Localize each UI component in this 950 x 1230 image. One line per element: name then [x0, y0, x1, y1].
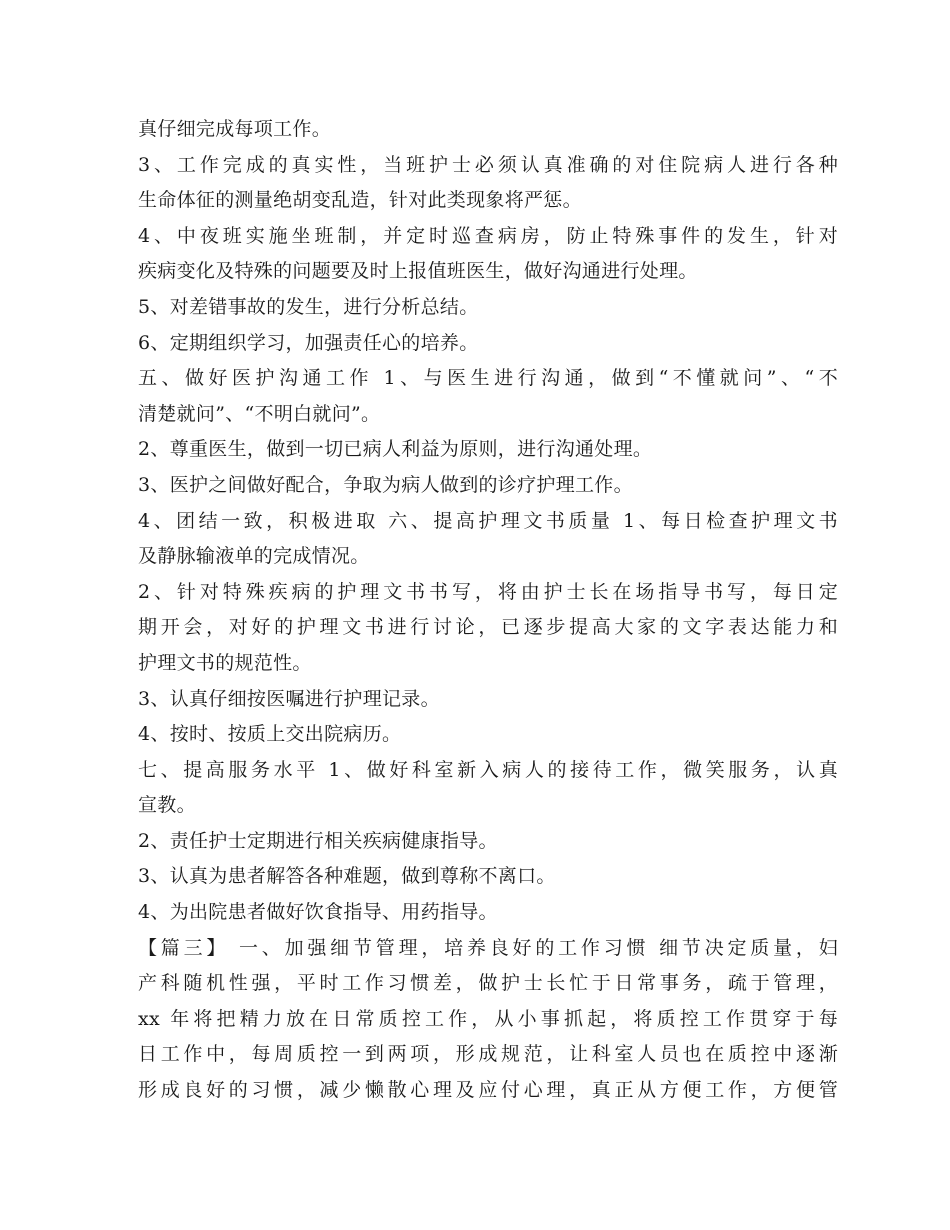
text-line: 疾病变化及特殊的问题要及时上报值班医生，做好沟通进行处理。 [138, 260, 698, 283]
text-line: 形成良好的习惯，减少懒散心理及应付心理，真正从方便工作，方便管 [138, 1079, 838, 1102]
text-line: 6、定期组织学习，加强责任心的培养。 [138, 331, 479, 354]
text-line: 3、认真为患者解答各种难题，做到尊称不离口。 [138, 865, 556, 888]
text-line: 真仔细完成每项工作。 [138, 118, 332, 140]
text-line: 4、为出院患者做好饮食指导、用药指导。 [138, 901, 498, 924]
text-line: 【篇三】 一、加强细节管理，培养良好的工作习惯 细节决定质量，妇 [138, 936, 838, 959]
text-line: 清楚就问”、“不明白就问”。 [138, 402, 381, 425]
text-line: 产科随机性强，平时工作习惯差，做护士长忙于日常事务，疏于管理， [138, 972, 838, 995]
text-line: 2、责任护士定期进行相关疾病健康指导。 [138, 829, 498, 852]
text-line: 五、做好医护沟通工作 1、与医生进行沟通，做到“不懂就问”、“不 [138, 367, 838, 390]
text-line: 生命体征的测量绝胡变乱造，针对此类现象将严惩。 [138, 189, 582, 212]
text-line: 4、团结一致，积极进取 六、提高护理文书质量 1、每日检查护理文书 [138, 509, 838, 532]
text-line: 日工作中，每周质控一到两项，形成规范，让科室人员也在质控中逐渐 [138, 1043, 838, 1066]
text-line: 3、工作完成的真实性，当班护士必须认真准确的对住院病人进行各种 [138, 153, 838, 176]
text-line: 七、提高服务水平 1、做好科室新入病人的接待工作，微笑服务，认真 [138, 758, 838, 781]
document-body [138, 112, 838, 1109]
text-line: 护理文书的规范性。 [138, 651, 312, 674]
text-line: 4、中夜班实施坐班制，并定时巡查病房，防止特殊事件的发生，针对 [138, 224, 838, 247]
text-line: 及静脉输液单的完成情况。 [138, 545, 370, 568]
text-line: 2、针对特殊疾病的护理文书书写，将由护士长在场指导书写，每日定 [138, 580, 838, 603]
text-line: xx 年将把精力放在日常质控工作，从小事抓起，将质控工作贯穿于每 [138, 1007, 838, 1030]
text-line: 宣教。 [138, 794, 196, 817]
text-line: 3、医护之间做好配合，争取为病人做到的诊疗护理工作。 [138, 473, 633, 496]
text-line: 4、按时、按质上交出院病历。 [138, 723, 402, 746]
text-line: 5、对差错事故的发生，进行分析总结。 [138, 295, 479, 318]
text-line: 2、尊重医生，做到一切已病人利益为原则，进行沟通处理。 [138, 438, 653, 461]
text-line: 3、认真仔细按医嘱进行护理记录。 [138, 687, 440, 710]
text-line: 期开会，对好的护理文书进行讨论，已逐步提高大家的文字表达能力和 [138, 616, 838, 639]
